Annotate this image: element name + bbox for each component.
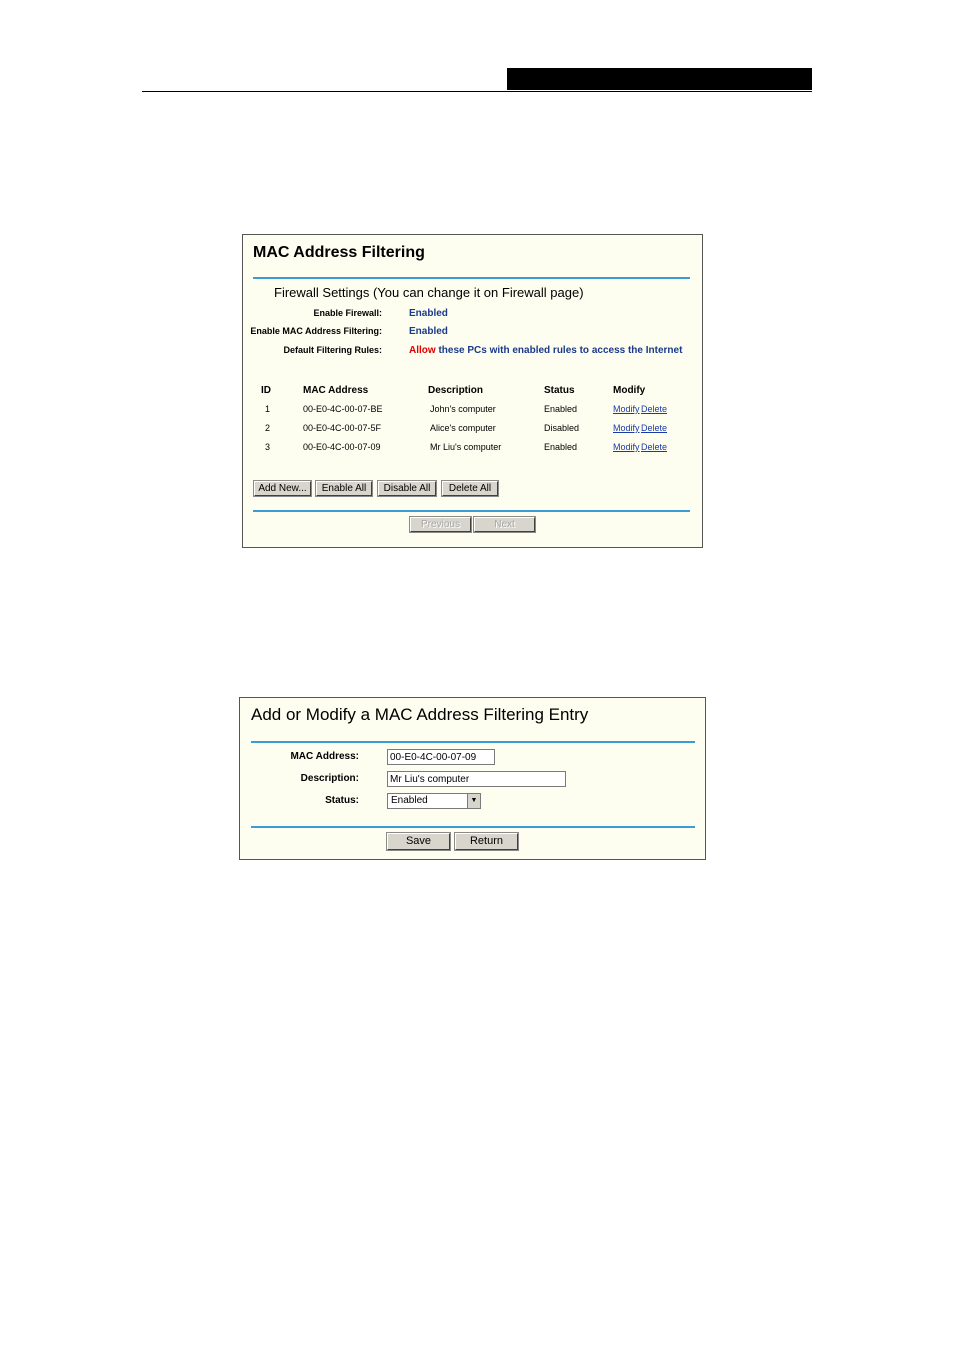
description-input[interactable] bbox=[387, 771, 566, 787]
mac-address-input[interactable] bbox=[387, 749, 495, 765]
status-label: Status: bbox=[325, 795, 359, 806]
modify-link[interactable]: Modify bbox=[613, 423, 640, 433]
previous-button[interactable]: Previous bbox=[410, 517, 471, 532]
allow-keyword: Allow bbox=[409, 345, 436, 356]
col-header-modify: Modify bbox=[613, 385, 646, 396]
enable-mac-filtering-label: Enable MAC Address Filtering: bbox=[250, 326, 382, 336]
add-new-button[interactable]: Add New... bbox=[254, 481, 311, 496]
save-button[interactable]: Save bbox=[387, 833, 450, 850]
col-header-id: ID bbox=[261, 385, 271, 396]
mac-filtering-panel bbox=[242, 234, 703, 548]
default-rules-text: these PCs with enabled rules to access the Internet bbox=[438, 345, 683, 356]
row-id: 3 bbox=[265, 442, 271, 452]
return-button[interactable]: Return bbox=[455, 833, 518, 850]
chevron-down-icon[interactable]: ▼ bbox=[467, 794, 480, 808]
row-description: John's computer bbox=[430, 404, 496, 414]
delete-link[interactable]: Delete bbox=[641, 442, 668, 452]
mac-address-label: MAC Address: bbox=[290, 751, 359, 762]
row-id: 2 bbox=[265, 423, 271, 433]
delete-all-button[interactable]: Delete All bbox=[442, 481, 498, 496]
status-selected-value: Enabled bbox=[391, 795, 428, 806]
modify-link[interactable]: Modify bbox=[613, 404, 640, 414]
enable-all-button[interactable]: Enable All bbox=[316, 481, 372, 496]
row-mac: 00-E0-4C-00-07-5F bbox=[303, 423, 382, 433]
col-header-mac: MAC Address bbox=[303, 385, 369, 396]
enable-firewall-value: Enabled bbox=[409, 308, 448, 319]
footer-divider bbox=[253, 510, 690, 512]
row-mac: 00-E0-4C-00-07-09 bbox=[303, 442, 381, 452]
next-button[interactable]: Next bbox=[474, 517, 535, 532]
row-status: Enabled bbox=[544, 404, 578, 414]
row-status: Enabled bbox=[544, 442, 578, 452]
entry-footer-divider bbox=[251, 826, 695, 828]
delete-link[interactable]: Delete bbox=[641, 423, 668, 433]
row-description: Alice's computer bbox=[430, 423, 496, 433]
firewall-settings-heading: Firewall Settings (You can change it on Firewall page) bbox=[274, 285, 584, 300]
page-title: MAC Address Filtering bbox=[253, 244, 425, 261]
row-status: Disabled bbox=[544, 423, 580, 433]
default-rules-value bbox=[409, 345, 682, 356]
status-select[interactable] bbox=[387, 793, 481, 809]
header-black-bar bbox=[507, 68, 812, 90]
row-id: 1 bbox=[265, 404, 271, 414]
title-divider bbox=[253, 277, 690, 279]
header-rule bbox=[142, 91, 812, 92]
col-header-status: Status bbox=[544, 385, 575, 396]
disable-all-button[interactable]: Disable All bbox=[378, 481, 436, 496]
default-rules-label: Default Filtering Rules: bbox=[283, 345, 382, 355]
entry-title-divider bbox=[251, 741, 695, 743]
row-description: Mr Liu's computer bbox=[430, 442, 502, 452]
description-label: Description: bbox=[300, 773, 359, 784]
row-mac: 00-E0-4C-00-07-BE bbox=[303, 404, 383, 414]
modify-link[interactable]: Modify bbox=[613, 442, 640, 452]
delete-link[interactable]: Delete bbox=[641, 404, 668, 414]
entry-title: Add or Modify a MAC Address Filtering Entry bbox=[251, 705, 589, 724]
enable-mac-filtering-value: Enabled bbox=[409, 326, 448, 337]
col-header-description: Description bbox=[428, 385, 484, 396]
enable-firewall-label: Enable Firewall: bbox=[313, 308, 382, 318]
add-modify-entry-panel bbox=[239, 697, 706, 860]
